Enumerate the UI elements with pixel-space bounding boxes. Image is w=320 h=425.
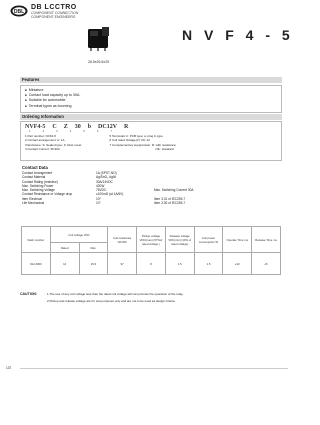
cell-part-number: 012-3000	[22, 253, 51, 275]
contact-data-table	[22, 171, 244, 205]
code-part: R	[124, 124, 129, 130]
code-index: 6	[96, 129, 99, 133]
feature-item: ■ Miniature	[25, 88, 277, 93]
brand-name: DB LCCTRO	[31, 4, 77, 11]
contact-param-name: Contact Resistance or Voltage drop	[22, 192, 73, 197]
ordering-notes-right	[110, 134, 177, 152]
feature-item: ■ Contact load capacity up to 30A.	[25, 93, 277, 98]
contact-param-value: 1A (SPST-NO)	[96, 171, 117, 175]
ordering-note: 4 Contact Current: 30:30A	[25, 147, 60, 152]
contact-param-name: Contact Material	[22, 175, 46, 180]
code-part: 30	[74, 124, 81, 130]
col-rated: Rated	[50, 243, 79, 253]
col-coil-voltage: Coil voltage VDC	[50, 227, 108, 243]
features-box	[20, 85, 282, 113]
cell-pickup: 8	[137, 253, 166, 275]
contact-data-row	[22, 201, 244, 205]
code-index: 7	[110, 129, 112, 133]
code-index: 1	[29, 129, 31, 133]
code-part: DC12V	[98, 124, 118, 130]
col-release-voltage: Release voltage VDC(min) (10% of rated voltage)	[165, 227, 194, 253]
code-index: 4	[69, 129, 72, 133]
ordering-note: 1 Part number: NVF4-5	[25, 134, 57, 138]
ordering-note: 5 Terminals: b: PCB type; a: plug in type	[109, 134, 163, 138]
footer-divider	[20, 368, 288, 369]
features-list	[25, 88, 277, 109]
brand-tagline: COMPONENT CONNECTION	[31, 11, 79, 15]
ordering-note: NIL: standard	[155, 147, 174, 152]
contact-param-extra: Max. Switching Current 30A	[154, 188, 194, 193]
contact-param-name: Contact Rating (resistive)	[22, 179, 58, 184]
coil-data-table	[21, 226, 281, 275]
caution-label: CAUTION:	[20, 292, 38, 296]
col-pickup-voltage: Pickup voltage VDC(max) (67%of rated voltage )	[137, 227, 166, 253]
contact-param-name: Item Electrical	[22, 196, 43, 201]
product-title: N V F 4 - 5	[182, 27, 294, 43]
code-index: 5	[83, 129, 85, 133]
cell-coil-resistance: 97	[108, 253, 137, 275]
contact-data-heading: Contact Data	[22, 165, 48, 170]
cell-release-time: ≤5	[252, 253, 281, 275]
col-release-time: Release Time ms	[252, 227, 281, 253]
col-coil-resistance: Coil resistance Ω±10%	[108, 227, 137, 253]
ordering-notes	[25, 134, 277, 152]
svg-text:DBL: DBL	[13, 8, 25, 15]
contact-param-value: 10⁵	[96, 196, 101, 201]
code-part: Z	[63, 124, 68, 130]
table-row	[22, 253, 281, 275]
cell-operate-time: ≤10	[223, 253, 252, 275]
contact-param-name: Contact Arrangement	[22, 171, 53, 175]
ordering-notes-left	[25, 134, 82, 152]
col-coil-power: Coil power consumption W	[194, 227, 223, 253]
ordering-box	[20, 121, 282, 161]
ordering-note: 3 Enclosure: S: Sealed type; Z: Dust cover	[25, 142, 82, 147]
features-heading: Features	[22, 77, 40, 82]
contact-param-value: 10⁷	[96, 201, 101, 206]
code-part: b	[87, 124, 92, 130]
code-part: C	[52, 124, 57, 130]
contact-param-value: 75VDC	[96, 188, 107, 193]
code-index: 2	[42, 129, 45, 133]
ordering-note: 7 Complementary suppression: R: with resistance;	[109, 142, 177, 147]
contact-param-name: Max. Switching Voltage	[22, 188, 55, 193]
col-operate-time: Operate Time ms	[223, 227, 252, 253]
contact-param-extra: Item 3.30 of IEC255-7	[154, 201, 186, 206]
feature-item: ■ Terminal types as booming	[25, 104, 277, 109]
contact-param-name: Max. Switching Power	[22, 183, 54, 188]
feature-item: ■ Suitable for automobile	[25, 98, 277, 103]
ordering-note: 6 Coil rated Voltage(V): DC 12	[109, 138, 150, 143]
product-dimensions: 26.5x26.5x25	[88, 60, 110, 64]
ordering-note: 2 Contact arrangement: A: 1A	[25, 138, 65, 143]
contact-param-extra: Item 3.31 of IEC255-7	[154, 196, 186, 201]
contact-param-value: 30A/14VDC	[96, 179, 113, 184]
features-header-bar	[20, 77, 282, 83]
col-part-number: Dash number	[22, 227, 51, 253]
caution-note-2: 2.Pickup and release voltage are for test purposes only and are not to be used as design criteria.	[47, 299, 176, 303]
code-index: 3	[56, 129, 58, 133]
cell-max: 15.6	[79, 253, 108, 275]
contact-param-value: 420W	[96, 183, 105, 188]
relay-product-image	[86, 26, 112, 52]
cell-power: 1.5	[194, 253, 223, 275]
ordering-heading: Ordering Information	[22, 114, 64, 119]
cell-release: 1.5	[165, 253, 194, 275]
company-logo	[10, 5, 28, 17]
contact-param-name: Life Mechanical	[22, 201, 45, 206]
code-part: NVF4-5	[25, 124, 46, 130]
caution-note-1: 1.The use of any coil voltage less than the rated coil voltage will compromise the operation of the relay.	[47, 292, 184, 296]
page-number: 137	[6, 366, 12, 370]
contact-param-value: Ag/SnO₂ AgNi	[96, 175, 117, 180]
col-max: Max.	[79, 243, 108, 253]
brand-tagline-2: COMPONENT ENGINEERS	[31, 15, 76, 19]
cell-rated: 12	[50, 253, 79, 275]
contact-param-value: ≤100mΩ (at 1A/6V)	[96, 192, 124, 197]
